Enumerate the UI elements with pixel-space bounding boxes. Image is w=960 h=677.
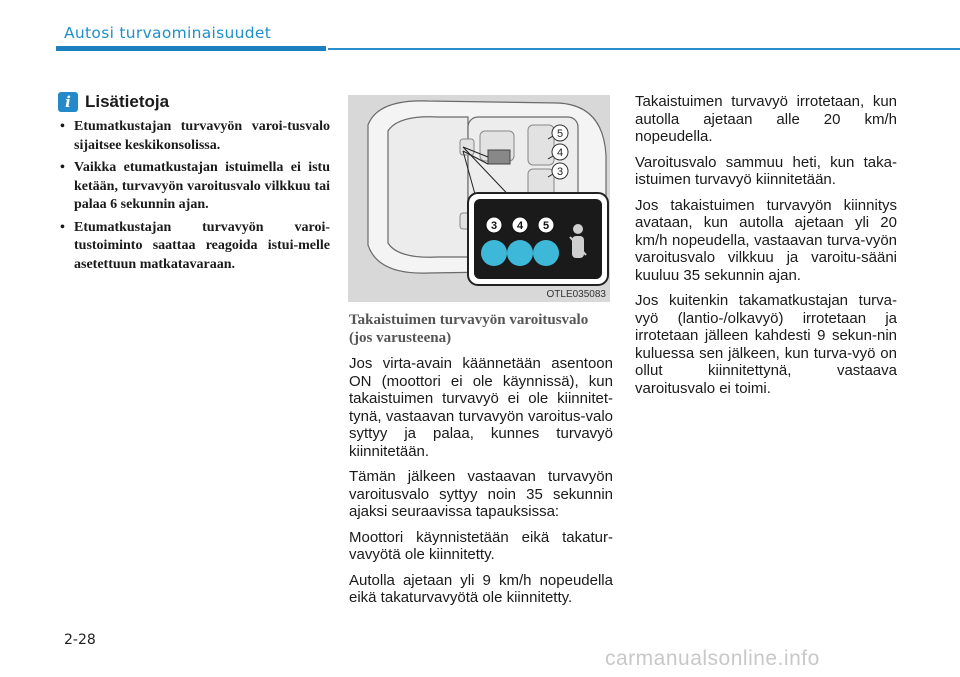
info-title: Lisätietoja <box>85 92 170 111</box>
seat-number-3: 3 <box>556 166 564 178</box>
info-bullet: • Etumatkustajan turvavyön varoi-tusvalo sijaitsee keskikonsolissa. <box>58 118 330 155</box>
paragraph: Autolla ajetaan yli 9 km/h nopeudella eikä takaturvavyötä ole kiinnitetty. <box>349 571 613 606</box>
info-list <box>58 118 330 274</box>
text-column-3 <box>635 93 897 405</box>
seat-number-badges <box>552 125 568 179</box>
text-column-2 <box>349 311 613 615</box>
seat-number-4: 4 <box>556 147 564 159</box>
warning-indicator-panel <box>468 193 608 285</box>
info-box <box>58 92 330 278</box>
paragraph: Moottori käynnistetään eikä takatur-vavyötä ole kiinnitetty. <box>349 528 613 563</box>
svg-text:3: 3 <box>490 220 498 232</box>
seat-number-5: 5 <box>556 128 564 140</box>
console-warning-light <box>488 150 510 164</box>
paragraph: Jos virta-avain käännetään asentoon ON (moottori ei ole käynnissä), kun takaistuimen turvavyö ei ole kiinnitet-tynä, vastaavan turvavyön varoitus-valo syttyy ja palaa, kunnes turvavyö kiinnitetään. <box>349 355 613 460</box>
header-rule <box>328 48 960 50</box>
section-heading: Takaistuimen turvavyön varoitusvalo (jos varusteena) <box>349 312 589 346</box>
page-number: 2-28 <box>64 632 96 648</box>
paragraph: Tämän jälkeen vastaavan turvavyön varoitusvalo syttyy noin 35 sekunnin ajaksi seuraavissa tapauksissa: <box>349 468 613 520</box>
watermark: carmanualsonline.info <box>605 647 820 670</box>
seatbelt-figure <box>348 95 610 302</box>
section-title: Autosi turvaominaisuudet <box>64 24 272 42</box>
header-rule-accent <box>56 46 326 51</box>
figure-caption: OTLE035083 <box>546 289 606 300</box>
paragraph: Varoitusvalo sammuu heti, kun taka-istuimen turvavyö kiinnitetään. <box>635 153 897 188</box>
info-header <box>58 92 330 112</box>
paragraph: Takaistuimen turvavyö irrotetaan, kun autolla ajetaan alle 20 km/h nopeudella. <box>635 93 897 145</box>
svg-text:4: 4 <box>516 220 524 232</box>
car-top-view-illustration <box>348 95 610 302</box>
paragraph: Jos takaistuimen turvavyön kiinnitys avataan, kun autolla ajetaan yli 20 km/h nopeudella, vastaavan turva-vyön varoitusvalo vilkkuu ja varoitu-sääni kuuluu 35 sekunnin ajan. <box>635 196 897 284</box>
info-bullet: • Etumatkustajan turvavyön varoi-tustoiminto saattaa reagoida istui-melle asetettuun matkatavaraan. <box>58 219 330 275</box>
svg-text:5: 5 <box>542 220 550 232</box>
info-bullet: • Vaikka etumatkustajan istuimella ei istu ketään, turvavyön varoitusvalo vilkkuu tai palaa 6 sekunnin ajan. <box>58 159 330 215</box>
info-icon: i <box>58 92 78 112</box>
paragraph: Jos kuitenkin takamatkustajan turva-vyö (lantio-/olkavyö) irrotetaan ja irrotetaan jälleen kahdesti 9 sekun-nin kuluessa sen jälkeen, kun turva-vyö on ollut kiinnitettynä, vastaava varoitusvalo ei toimi. <box>635 292 897 397</box>
